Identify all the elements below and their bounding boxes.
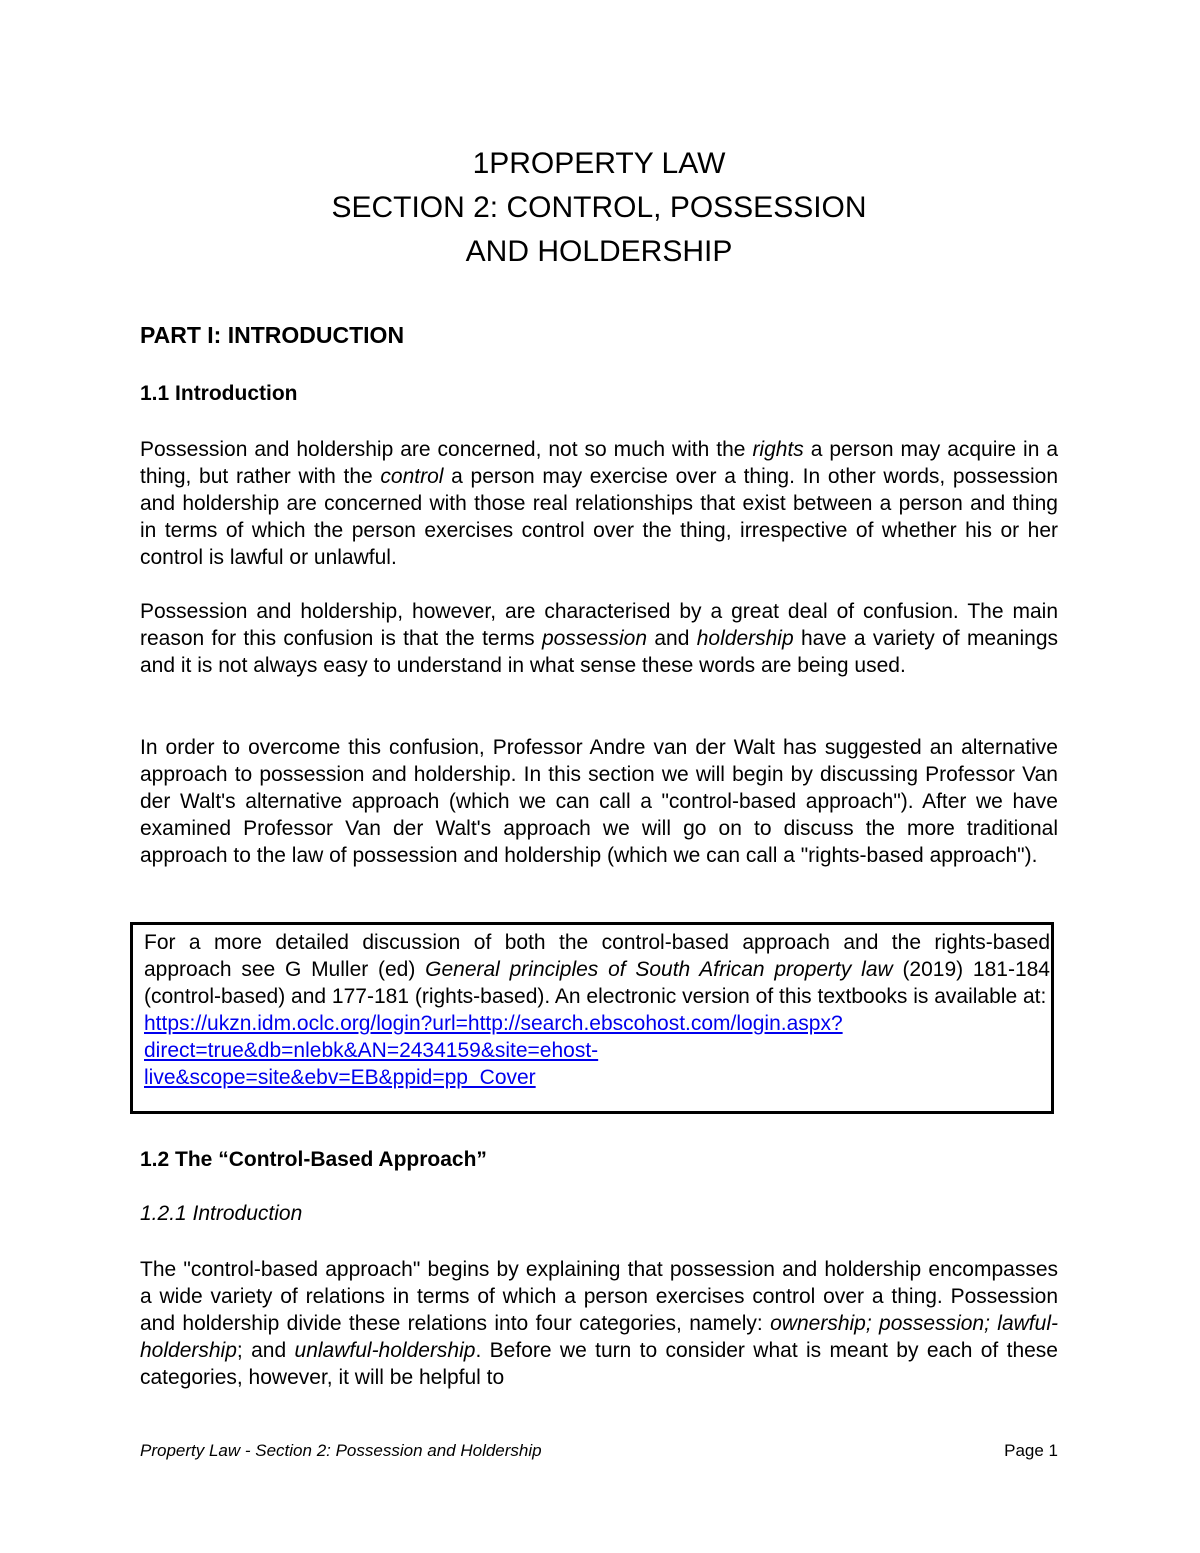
title-line-3: AND HOLDERSHIP [465, 235, 733, 268]
ebook-link[interactable]: https://ukzn.idm.oclc.org/login?url=http://search.ebscohost.com/login.aspx? direct=true&db=nlebk&AN=2434159&site=ehost- live&scope=site&ebv=EB&ppid=pp_Cover [144, 1012, 843, 1089]
title-line-1: 1PROPERTY LAW [472, 147, 726, 180]
subsection-1-2-1-heading: 1.2.1 Introduction [140, 1202, 303, 1225]
paragraph-3: In order to overcome this confusion, Professor Andre van der Walt has suggested an alternative approach to possession and holdership. In this section we will begin by discussing Professor Van der Walt's alternative approach (which we can call a "control-based approach"). After we have examined Professor Van der Walt's approach we will go on to discuss the more traditional approach to the law of possession and holdership (which we can call a "rights-based approach"). [140, 736, 1058, 867]
document-title [140, 142, 1058, 274]
reference-text: For a more detailed discussion of both the control-based approach and the rights-based approach see G Muller (ed) General principles of South African property law (2019) 181-184 (control-based) and 177-181 (rights-based). An electronic version of this textbooks is available at: [144, 931, 1050, 1008]
paragraph-2: Possession and holdership, however, are characterised by a great deal of confusion. The main reason for this confusion is that the terms possession and holdership have a variety of meanings and it is not always easy to understand in what sense these words are being used. [140, 600, 1058, 677]
footer-title: Property Law - Section 2: Possession and Holdership [140, 1441, 542, 1460]
title-line-2: SECTION 2: CONTROL, POSSESSION [331, 191, 867, 224]
paragraph-4: The "control-based approach" begins by explaining that possession and holdership encompasses a wide variety of relations in terms of which a person exercises control over a thing. Possession and holdership divide these relations into four categories, namely: ownership; possession; lawful-holdership; and unlawful-holdership. Before we turn to consider what is meant by each of these categories, however, it will be helpful to [140, 1258, 1058, 1389]
part-heading: PART I: INTRODUCTION [140, 322, 405, 348]
page-number: Page 1 [1004, 1441, 1058, 1460]
section-1-1-heading: 1.1 Introduction [140, 382, 298, 405]
paragraph-1: Possession and holdership are concerned, not so much with the rights a person may acquire in a thing, but rather with the control a person may exercise over a thing. In other words, possession and holdership are concerned with those real relationships that exist between a person and thing in terms of which the person exercises control over the thing, irrespective of whether his or her control is lawful or unlawful. [140, 438, 1059, 569]
reference-box [130, 922, 1054, 1114]
section-1-2-heading: 1.2 The “Control-Based Approach” [140, 1148, 487, 1171]
